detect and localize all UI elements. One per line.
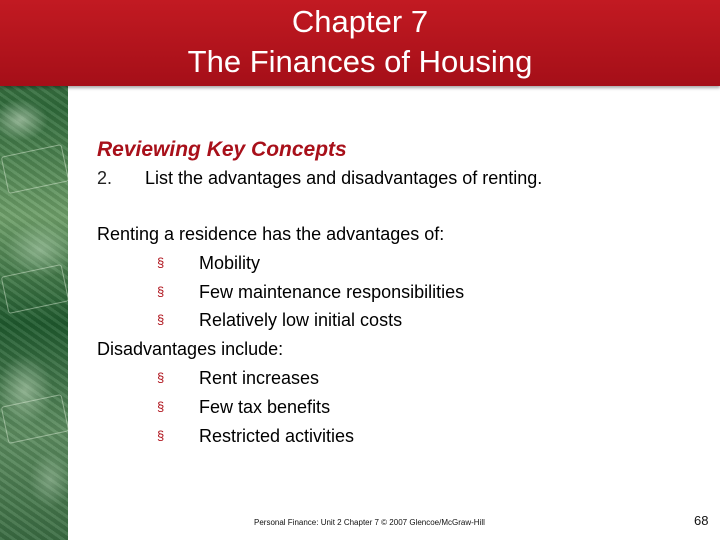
page-number: 68 [694,513,709,528]
advantage-item: Mobility [199,253,261,273]
bullet-icon: § [157,370,165,385]
section-heading: Reviewing Key Concepts [97,138,347,161]
disadvantage-item: Rent increases [199,368,320,388]
disadvantage-item: Restricted activities [199,426,355,446]
bullet-icon: § [157,399,165,414]
disadvantages-intro: Disadvantages include: [97,339,284,359]
question-text: List the advantages and disadvantages of renting. [145,168,543,188]
banknote-graphic [1,144,70,194]
advantage-item: Few maintenance responsibilities [199,282,465,302]
slide-title-line-1: Chapter 7 [291,4,429,39]
disadvantage-item: Few tax benefits [199,397,331,417]
title-banner [0,0,720,86]
advantages-intro: Renting a residence has the advantages of: [97,224,445,244]
slide-title-line-2: The Finances of Housing [187,44,533,79]
banknote-graphic [1,264,70,314]
slide-footer: Personal Finance: Unit 2 Chapter 7 © 2007 Glencoe/McGraw-Hill [254,518,485,527]
bullet-icon: § [157,255,165,270]
bullet-icon: § [157,312,165,327]
advantage-item: Relatively low initial costs [199,310,403,330]
banknote-graphic [1,394,70,444]
bullet-icon: § [157,428,165,443]
bullet-icon: § [157,284,165,299]
question-number: 2. [97,168,113,188]
